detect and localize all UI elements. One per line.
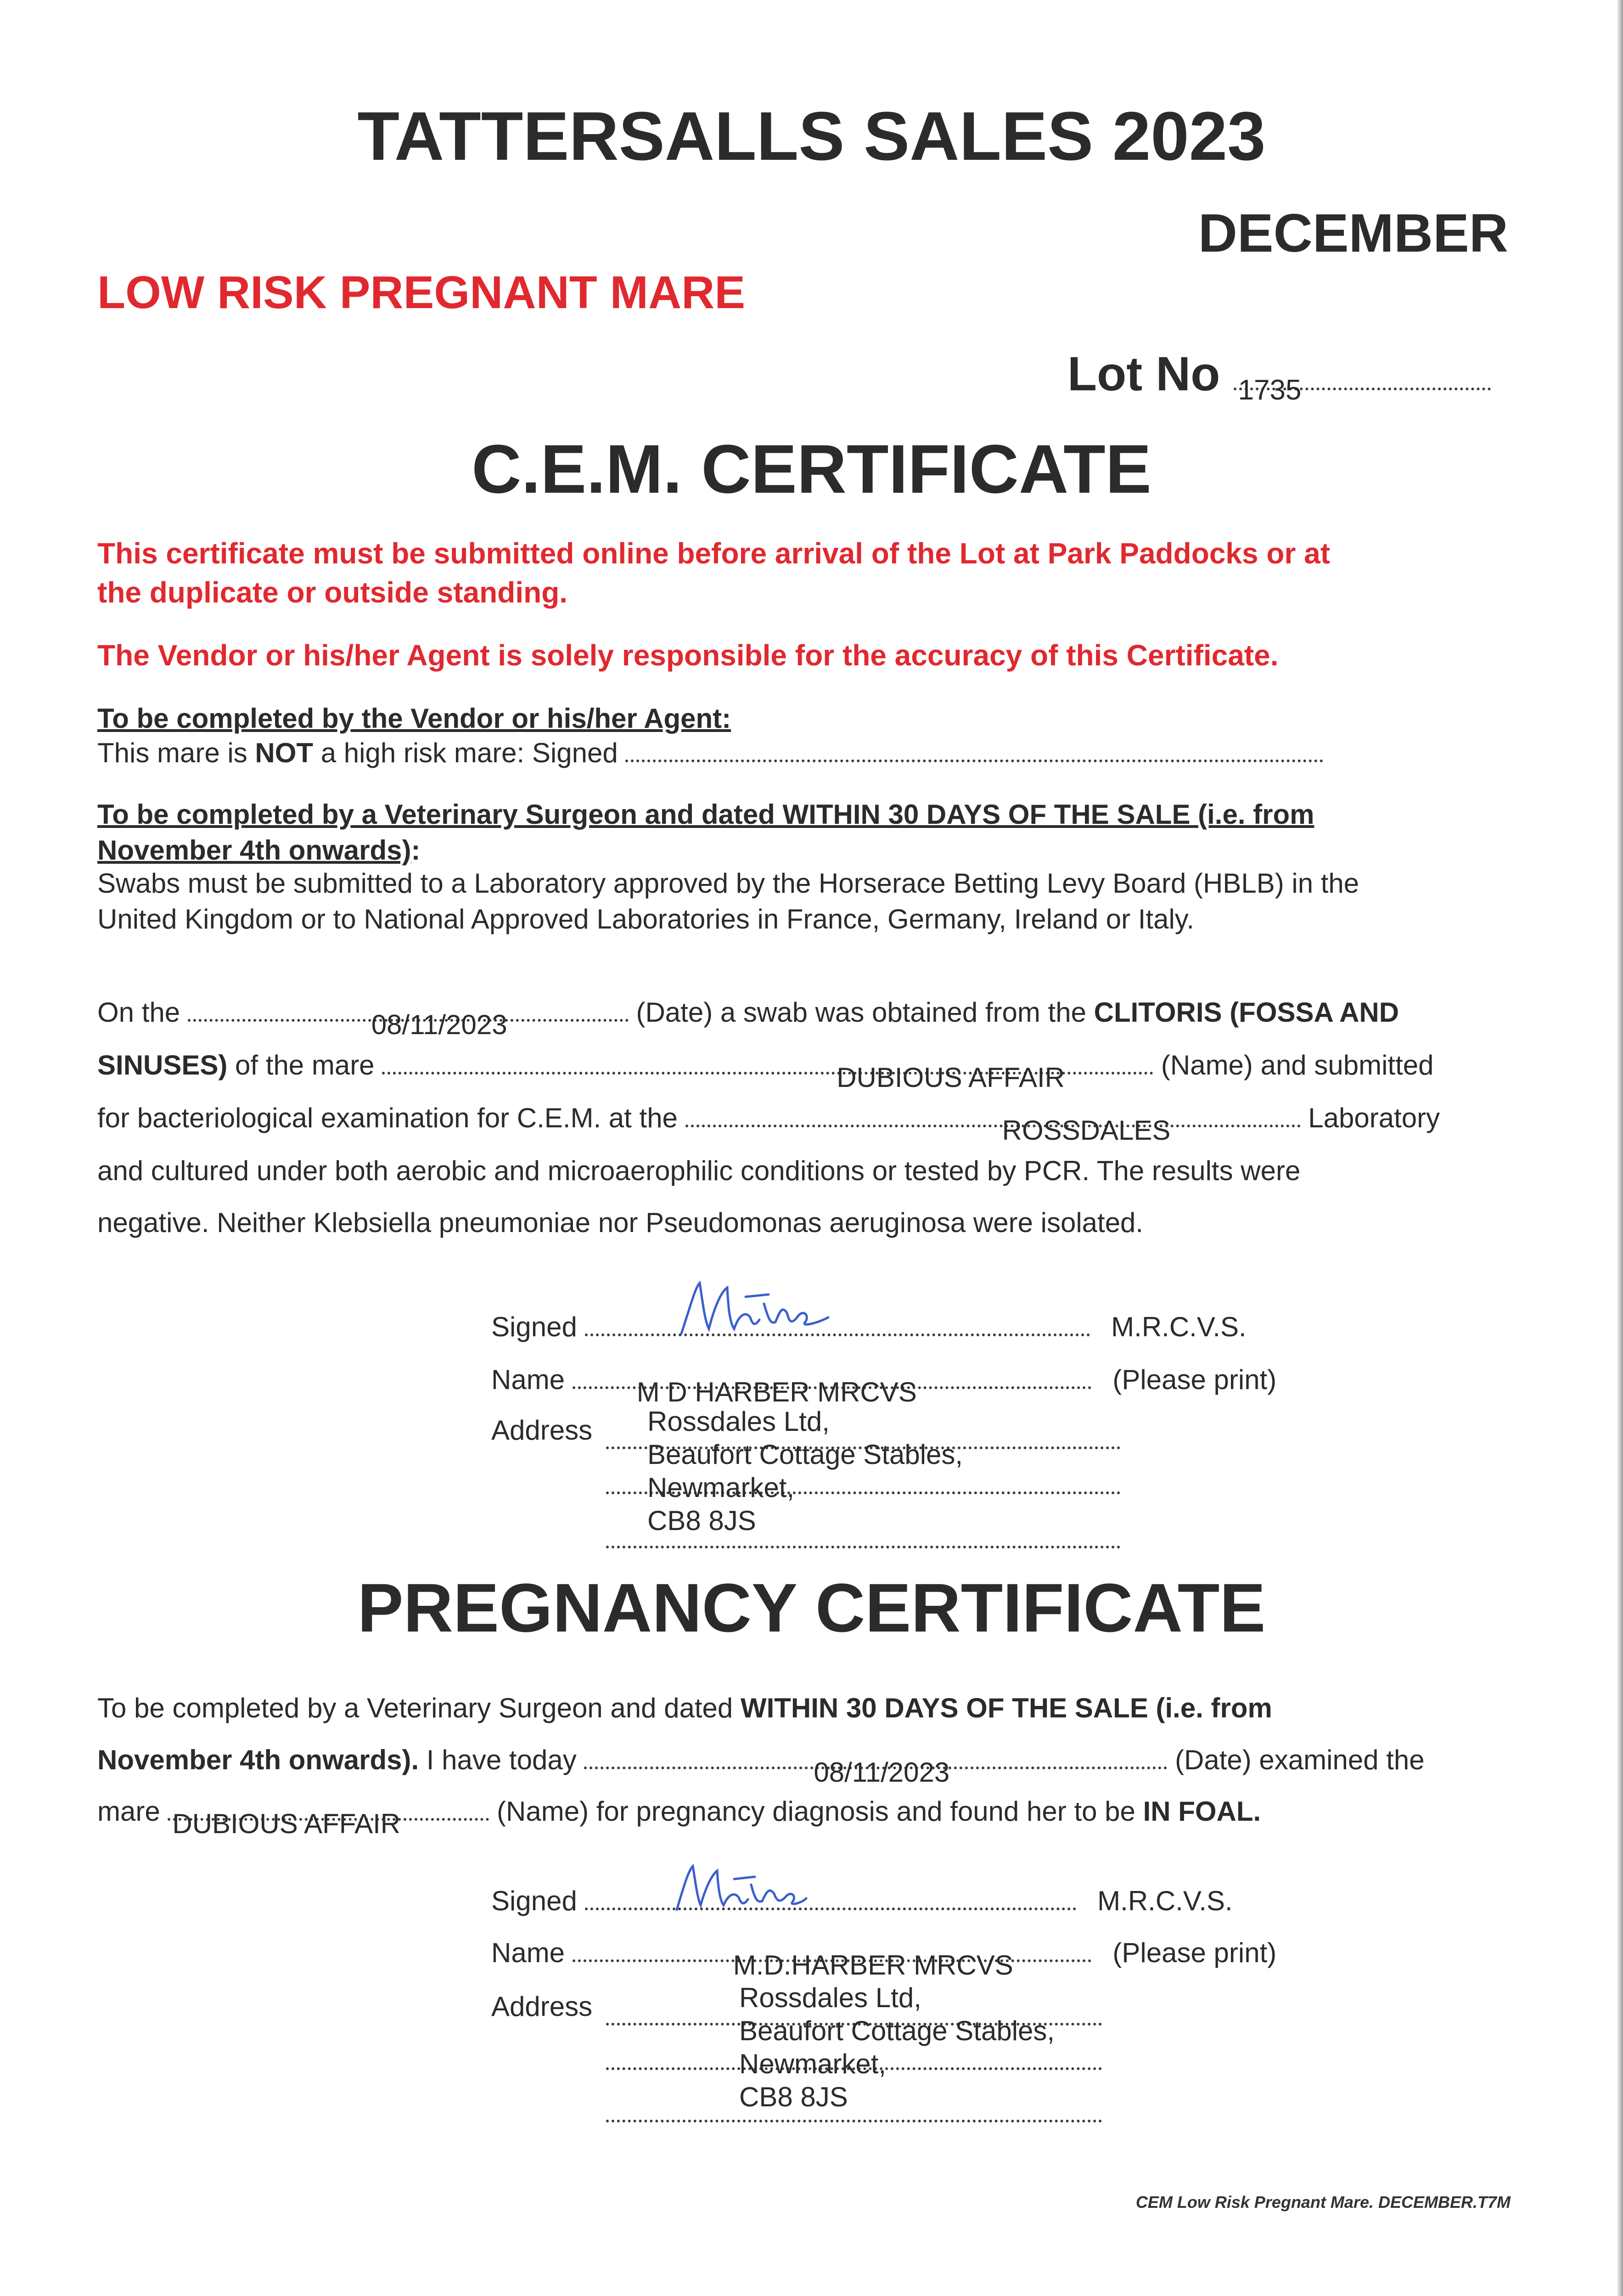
scanned-page-edge: [1617, 0, 1623, 2296]
cem-vet-name: M D HARBER MRCVS: [636, 1377, 917, 1407]
cem-laboratory-name: ROSSDALES: [1002, 1115, 1171, 1146]
pregnancy-line-2: November 4th onwards). I have today 08/11/2023 (Date) examined the: [97, 1745, 1425, 1788]
vendor-section-heading: To be completed by the Vendor or his/her Agent:: [97, 703, 731, 734]
cem-paragraph-line-4: and cultured under both aerobic and microaerophilic conditions or tested by PCR. The results were: [97, 1155, 1301, 1186]
cem-signed-row: Signed M.R.C.V.S.: [491, 1311, 1247, 1343]
cem-mare-name: DUBIOUS AFFAIR: [837, 1062, 1065, 1093]
lot-number-value: 1735: [1238, 374, 1302, 406]
form-reference: CEM Low Risk Pregnant Mare. DECEMBER.T7M: [1135, 2193, 1511, 2212]
cem-certificate-title: C.E.M. CERTIFICATE: [472, 430, 1151, 507]
pregnancy-name-row: Name M.D.HARBER MRCVS (Please print): [491, 1937, 1277, 1981]
cem-vet-signature: [677, 1278, 833, 1343]
cem-paragraph-line-1: On the 08/11/2023 (Date) a swab was obtained from the CLITORIS (FOSSA AND: [97, 997, 1399, 1040]
cem-signature-line[interactable]: [585, 1334, 1090, 1336]
cem-notice-online: This certificate must be submitted online before arrival of the Lot at Park Paddocks or at: [97, 537, 1331, 570]
pregnancy-certificate-title: PREGNANCY CERTIFICATE: [357, 1569, 1266, 1646]
pregnancy-vet-signature: [672, 1862, 810, 1917]
pregnancy-line-1: To be completed by a Veterinary Surgeon and dated WITHIN 30 DAYS OF THE SALE (i.e. from: [97, 1693, 1272, 1723]
cem-paragraph-line-5: negative. Neither Klebsiella pneumoniae nor Pseudomonas aeruginosa were isolated.: [97, 1207, 1144, 1238]
pregnancy-line-3: mare DUBIOUS AFFAIR (Name) for pregnancy diagnosis and found her to be IN FOAL.: [97, 1796, 1261, 1839]
cem-paragraph-line-3: for bacteriological examination for C.E.M. at the ROSSDALES Laboratory: [97, 1103, 1440, 1146]
sale-month: DECEMBER: [1198, 203, 1508, 264]
pregnancy-vet-address: Rossdales Ltd, Beaufort Cottage Stables, Newmarket, CB8 8JS: [739, 1982, 1055, 2112]
pregnancy-signature-line[interactable]: [585, 1908, 1076, 1910]
pregnancy-mare-name: DUBIOUS AFFAIR: [172, 1808, 401, 1839]
cem-swab-date: 08/11/2023: [371, 1009, 507, 1040]
pregnancy-vet-name: M.D.HARBER MRCVS: [733, 1950, 1013, 1981]
cem-paragraph-line-2: SINUSES) of the mare DUBIOUS AFFAIR (Name) and submitted: [97, 1050, 1434, 1093]
cem-address-label: Address: [491, 1415, 593, 1446]
cem-name-row: Name M D HARBER MRCVS (Please print): [491, 1364, 1277, 1407]
document-title: TATTERSALLS SALES 2023: [357, 97, 1266, 174]
cem-notice-responsibility: The Vendor or his/her Agent is solely responsible for the accuracy of this Certificate.: [97, 639, 1279, 672]
pregnancy-address-label: Address: [491, 1991, 593, 2022]
cem-notice-online-cont: the duplicate or outside standing.: [97, 576, 568, 609]
cem-vet-address: Rossdales Ltd, Beaufort Cottage Stables, Newmarket, CB8 8JS: [647, 1406, 963, 1536]
lot-number-label: Lot No 1735: [1067, 347, 1491, 402]
mare-category: LOW RISK PREGNANT MARE: [97, 267, 746, 318]
pregnancy-exam-date: 08/11/2023: [814, 1757, 950, 1788]
pregnancy-signed-row: Signed M.R.C.V.S.: [491, 1885, 1233, 1917]
vendor-signature-line[interactable]: [625, 760, 1323, 762]
vet-section-heading: To be completed by a Veterinary Surgeon and dated WITHIN 30 DAYS OF THE SALE (i.e. from November 4th onwards):: [97, 799, 1314, 866]
vendor-declaration: This mare is NOT a high risk mare: Signed: [97, 737, 1323, 769]
swab-requirement-text: Swabs must be submitted to a Laboratory approved by the Horserace Betting Levy Board (HBLB) in the United Kingdom or to National Approved Laboratories in France, Germany, Ireland or Italy.: [97, 868, 1359, 934]
